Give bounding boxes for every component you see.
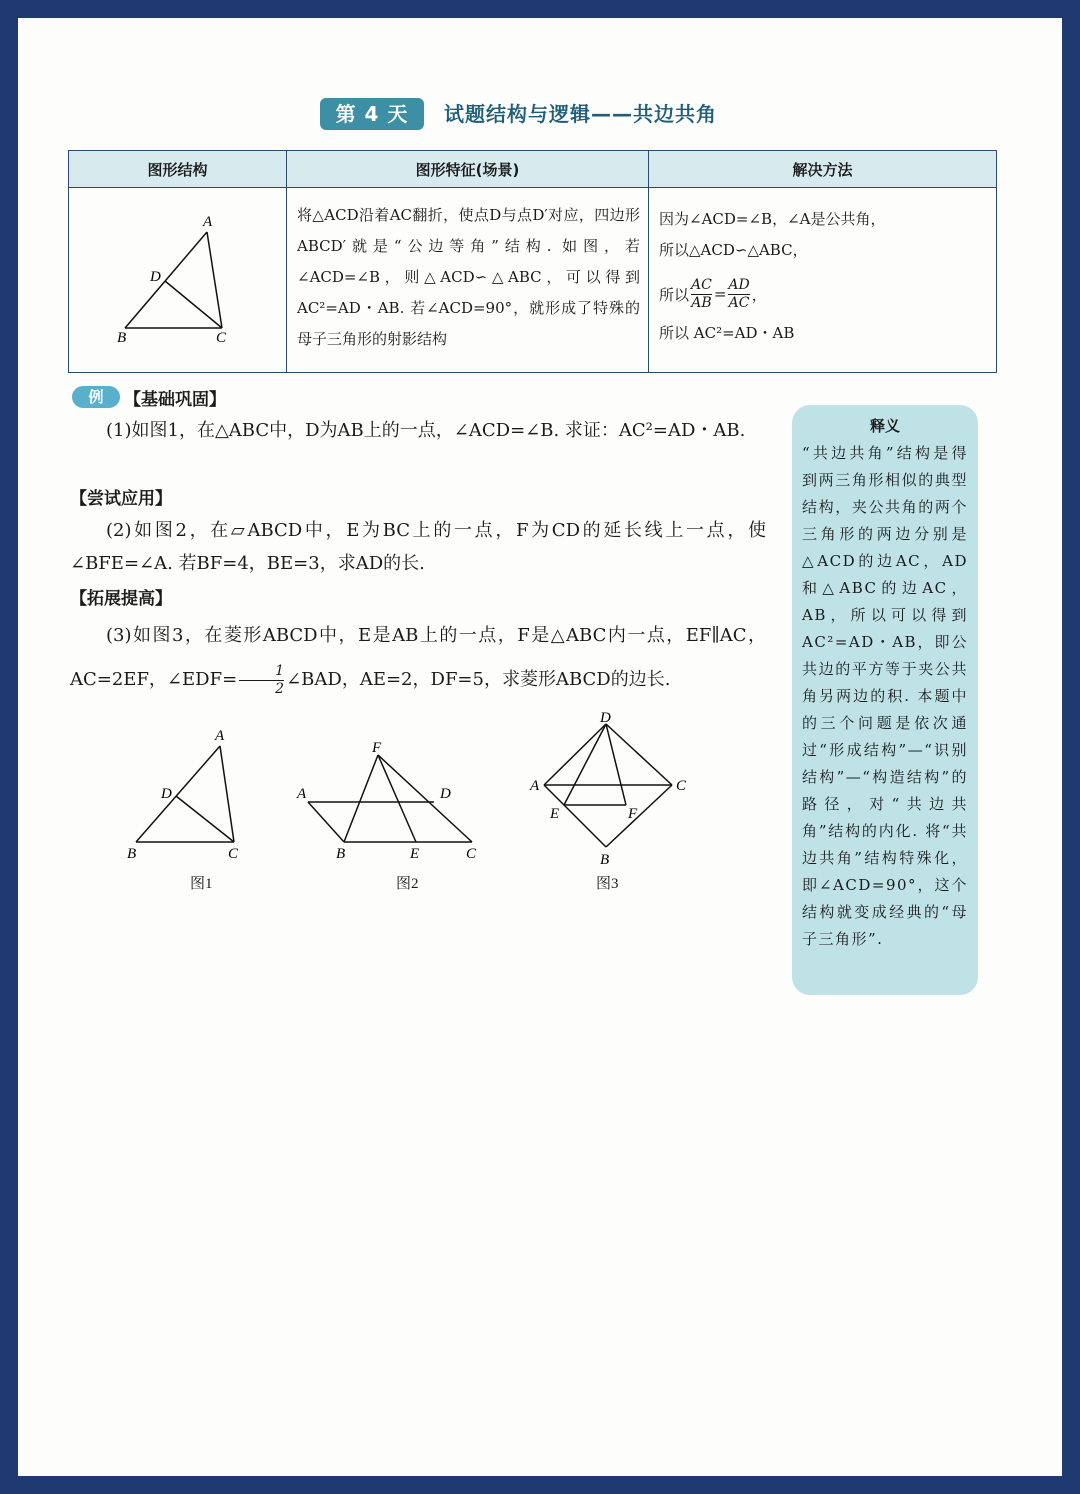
figure-1-caption: 图1: [190, 876, 213, 892]
fraction-ad-ac: [728, 277, 749, 312]
fraction-ac-ab-numerator: AC: [691, 276, 712, 293]
fraction-ad-ac-numerator: AD: [728, 276, 750, 293]
figure-3-caption: 图3: [596, 876, 619, 892]
example-badge: 例: [72, 386, 120, 408]
method-line-4: 所以 AC²=AD・AB: [659, 324, 795, 342]
fig1-segment-cd: [176, 796, 234, 842]
label-b: B: [117, 330, 127, 346]
fig3-segment-da: [544, 724, 606, 785]
method-line-3: [659, 270, 996, 318]
features-cell: [287, 188, 649, 373]
figure-2-caption: 图2: [396, 876, 419, 892]
fig1-segment-ac: [220, 746, 234, 842]
fig2-label-b: B: [336, 846, 346, 862]
fig3-segment-df: [606, 724, 626, 805]
fig1-label-b: B: [127, 846, 137, 862]
fig2-segment-fe: [378, 755, 416, 842]
fig3-label-b: B: [600, 852, 610, 868]
fraction-one-half-denominator: 2: [275, 680, 285, 697]
fig2-label-f: F: [372, 740, 382, 756]
day-badge: 第 4 天: [320, 98, 424, 130]
fig3-label-f: F: [628, 806, 638, 822]
figure-2: [294, 738, 494, 868]
fig3-segment-de: [564, 724, 606, 805]
label-c: C: [216, 330, 227, 346]
fig1-label-d: D: [161, 786, 172, 802]
fig2-label-a: A: [297, 786, 307, 802]
label-d: D: [150, 269, 161, 285]
question-3: [70, 614, 766, 702]
section-basic: 【基础巩固】: [124, 390, 226, 410]
figure-3: [524, 710, 694, 870]
fig2-label-e: E: [410, 846, 420, 862]
fig3-label-c: C: [676, 778, 687, 794]
fraction-ad-ac-denominator: AC: [728, 294, 750, 311]
fig3-segment-dc: [606, 724, 672, 785]
fig2-segment-fb: [344, 755, 378, 842]
fraction-one-half: [239, 663, 284, 698]
fig3-label-d: D: [600, 710, 611, 726]
section-extend: 【拓展提高】: [70, 589, 172, 609]
label-a: A: [203, 214, 213, 230]
method-cell: [649, 188, 997, 373]
header-figure-structure: 图形结构: [69, 151, 287, 188]
fig1-segment-ab: [136, 746, 220, 842]
section-apply: 【尝试应用】: [70, 489, 172, 509]
structure-figure-cell: [69, 188, 287, 373]
question-1: (1)如图1，在△ABC中，D为AB上的一点，∠ACD=∠B. 求证：AC²=AD・AB.: [106, 420, 746, 441]
question-3-part-1: (3)如图3，在菱形ABCD中，E是AB上的一点，F是△ABC内一点，EF∥AC，AC=2EF，∠EDF=: [70, 625, 766, 690]
segment-ab: [125, 232, 207, 328]
feature-description: 将△ACD沿着AC翻折，使点D与点D′对应，四边形ABCD′就是“公边等角”结构. 如图，若∠ACD=∠B，则△ACD∽△ABC，可以得到AC²=AD・AB. 若∠ACD=90°，就形成了特殊的母子三角形的射影结构: [297, 206, 640, 348]
fig1-label-c: C: [228, 846, 239, 862]
fraction-ac-ab-denominator: AB: [691, 294, 712, 311]
fraction-ac-ab: [691, 277, 712, 312]
structure-triangle-figure: [69, 188, 284, 368]
segment-ac: [207, 232, 222, 328]
structure-table: [68, 150, 997, 373]
page: [18, 18, 1062, 1476]
explanation-sidebar: [792, 405, 978, 995]
fraction-equals: =: [713, 285, 727, 303]
header-figure-features: 图形特征(场景): [287, 151, 649, 188]
sidebar-body: “共边共角”结构是得到两三角形相似的典型结构，夹公共角的两个三角形的两边分别是△ACD的边AC，AD和△ABC的边AC，AB，所以可以得到AC²=AD・AB，即公共边的平方等于夹公共角另两边的积. 本题中的三个问题是依次通过“形成结构”—“识别结构”—“构造结构”的路径，对“共边共角”结构的内化. 将“共边共角”结构特殊化，即∠ACD=90°，这个结构就变成经典的“母子三角形”.: [802, 444, 968, 948]
fig3-label-e: E: [550, 806, 560, 822]
segment-cd: [165, 281, 222, 328]
method-line-3-suffix: ，: [751, 285, 767, 304]
fig2-segment-ab: [308, 802, 344, 842]
method-line-2: 所以△ACD∽△ABC，: [659, 241, 808, 259]
page-title: 试题结构与逻辑——共边共角: [444, 102, 717, 126]
fig2-segment-fc: [378, 755, 472, 842]
fig3-label-a: A: [530, 778, 540, 794]
fig2-label-d: D: [440, 786, 451, 802]
fraction-one-half-numerator: 1: [239, 663, 284, 681]
sidebar-title: 释义: [869, 417, 900, 435]
method-line-1: 因为∠ACD=∠B，∠A是公共角，: [659, 210, 886, 228]
question-3-part-2: ∠BAD，AE=2，DF=5，求菱形ABCD的边长.: [286, 669, 671, 690]
fig1-label-a: A: [215, 728, 225, 744]
figure-1: [118, 718, 258, 868]
fig3-segment-cb: [606, 785, 672, 847]
question-2: (2)如图2，在▱ABCD中，E为BC上的一点，F为CD的延长线上一点，使∠BFE=∠A. 若BF=4，BE=3，求AD的长.: [70, 520, 766, 574]
header-solution-method: 解决方法: [649, 151, 997, 188]
fig2-label-c: C: [466, 846, 477, 862]
method-line-3-prefix: 所以: [659, 285, 690, 304]
